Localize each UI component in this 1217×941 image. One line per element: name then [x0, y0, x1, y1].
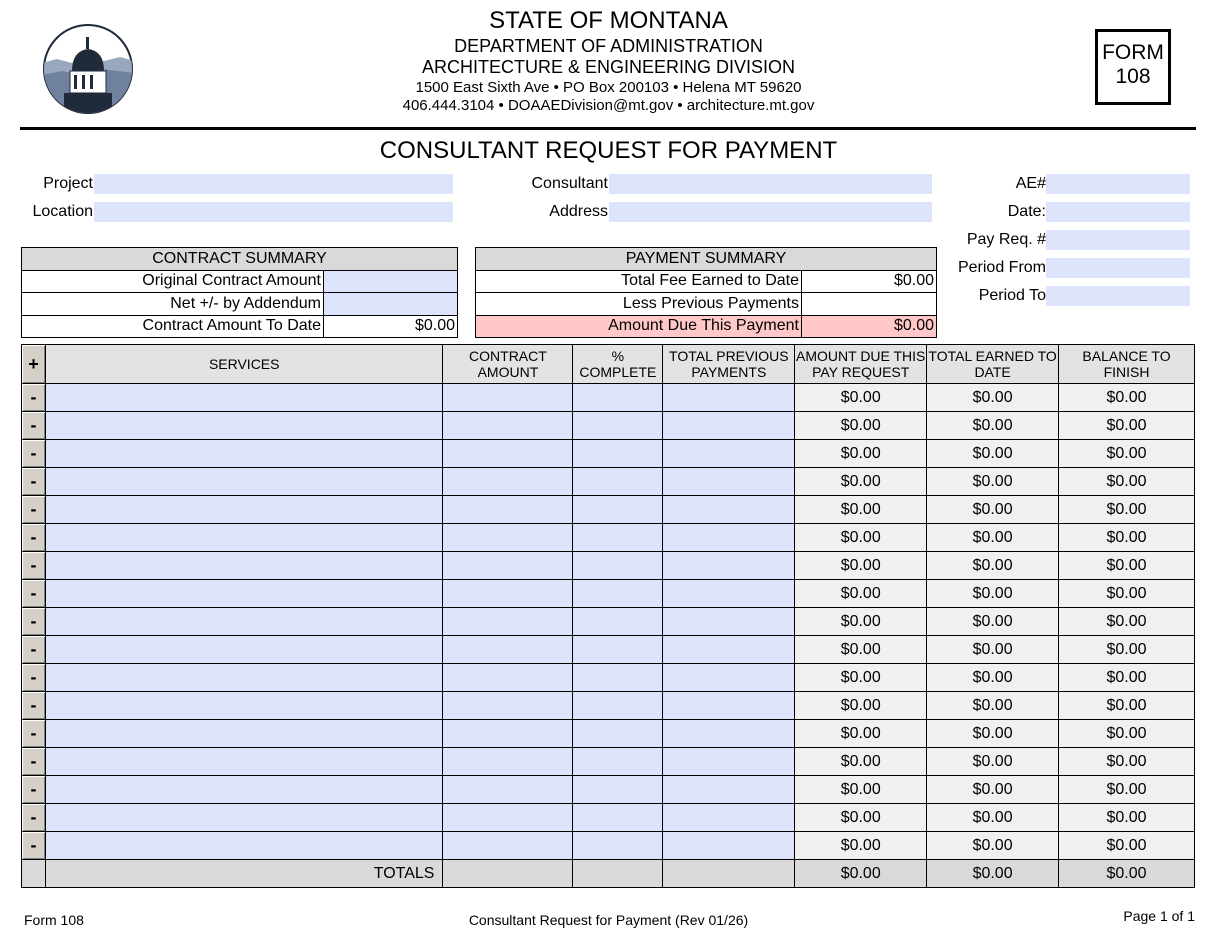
previous-payments-input[interactable]: [663, 552, 795, 580]
balance-cell: $0.00: [1059, 636, 1195, 664]
col-previous-payments: TOTAL PREVIOUS PAYMENTS: [663, 345, 795, 384]
previous-payments-input[interactable]: [663, 636, 795, 664]
contract-amount-input[interactable]: [443, 776, 573, 804]
table-row: [22, 748, 1195, 776]
period-to-input[interactable]: [1046, 286, 1190, 306]
table-row: [22, 440, 1195, 468]
amount-due-cell: $0.00: [795, 748, 927, 776]
total-earned-cell: $0.00: [927, 692, 1059, 720]
previous-payments-input[interactable]: [663, 776, 795, 804]
contract-summary-title: CONTRACT SUMMARY: [22, 248, 458, 271]
table-row: [22, 496, 1195, 524]
col-percent-complete: % COMPLETE: [573, 345, 663, 384]
consultant-input[interactable]: [609, 174, 932, 194]
percent-complete-input[interactable]: [573, 412, 663, 440]
amount-due-cell: $0.00: [795, 776, 927, 804]
amount-due-cell: $0.00: [795, 552, 927, 580]
contract-amount-input[interactable]: [443, 552, 573, 580]
amount-due-value: $0.00: [802, 315, 937, 338]
addendum-label: Net +/- by Addendum: [22, 293, 324, 316]
previous-payments-input[interactable]: [663, 692, 795, 720]
contract-amount-input[interactable]: [443, 748, 573, 776]
contract-amount-input[interactable]: [443, 804, 573, 832]
remove-row-button[interactable]: -: [22, 552, 46, 580]
amount-due-cell: $0.00: [795, 636, 927, 664]
remove-row-button[interactable]: -: [22, 692, 46, 720]
remove-row-button[interactable]: -: [22, 636, 46, 664]
table-row: [22, 804, 1195, 832]
table-row: [22, 412, 1195, 440]
balance-cell: $0.00: [1059, 496, 1195, 524]
amount-due-cell: $0.00: [795, 608, 927, 636]
amount-due-cell: $0.00: [795, 524, 927, 552]
addendum-input[interactable]: [324, 293, 458, 316]
table-row: [22, 776, 1195, 804]
balance-cell: $0.00: [1059, 776, 1195, 804]
services-input[interactable]: [45, 692, 443, 720]
contract-amount-input[interactable]: [443, 412, 573, 440]
amount-due-cell: $0.00: [795, 692, 927, 720]
balance-cell: $0.00: [1059, 412, 1195, 440]
balance-cell: $0.00: [1059, 664, 1195, 692]
total-earned-cell: $0.00: [927, 412, 1059, 440]
percent-complete-input[interactable]: [573, 720, 663, 748]
col-balance: BALANCE TO FINISH: [1059, 345, 1195, 384]
services-input[interactable]: [45, 776, 443, 804]
amount-due-cell: $0.00: [795, 664, 927, 692]
previous-payments-input[interactable]: [663, 384, 795, 412]
services-table: [21, 344, 1195, 888]
previous-payments-label: Less Previous Payments: [476, 293, 802, 316]
totals-row: [22, 860, 1195, 888]
services-input[interactable]: [45, 664, 443, 692]
amount-due-cell: $0.00: [795, 468, 927, 496]
form-number-box: [1095, 29, 1171, 105]
contract-amount-input[interactable]: [443, 832, 573, 860]
footer-form: Form 108: [24, 912, 84, 928]
totals-label: TOTALS: [45, 860, 443, 888]
previous-payments-input[interactable]: [663, 412, 795, 440]
previous-payments-input[interactable]: [663, 720, 795, 748]
services-input[interactable]: [45, 580, 443, 608]
location-input[interactable]: [94, 202, 453, 222]
remove-row-button[interactable]: -: [22, 720, 46, 748]
remove-row-button[interactable]: -: [22, 440, 46, 468]
percent-complete-input[interactable]: [573, 832, 663, 860]
period-to-label: Period To: [978, 287, 1046, 304]
percent-complete-input[interactable]: [573, 580, 663, 608]
services-input[interactable]: [45, 608, 443, 636]
remove-row-button[interactable]: -: [22, 412, 46, 440]
fee-earned-value: $0.00: [802, 270, 937, 293]
balance-cell: $0.00: [1059, 608, 1195, 636]
fee-earned-label: Total Fee Earned to Date: [476, 270, 802, 293]
previous-payments-input[interactable]: [663, 580, 795, 608]
balance-cell: $0.00: [1059, 832, 1195, 860]
previous-payments-input[interactable]: [663, 748, 795, 776]
footer-title: Consultant Request for Payment (Rev 01/26): [468, 912, 749, 928]
table-row: [22, 580, 1195, 608]
total-earned-cell: $0.00: [927, 636, 1059, 664]
balance-cell: $0.00: [1059, 692, 1195, 720]
original-amount-label: Original Contract Amount: [22, 270, 324, 293]
amount-due-cell: $0.00: [795, 580, 927, 608]
contract-amount-input[interactable]: [443, 524, 573, 552]
contract-summary: [21, 247, 458, 338]
balance-cell: $0.00: [1059, 748, 1195, 776]
percent-complete-input[interactable]: [573, 664, 663, 692]
balance-cell: $0.00: [1059, 524, 1195, 552]
total-earned-cell: $0.00: [927, 720, 1059, 748]
contract-amount-input[interactable]: [443, 580, 573, 608]
contract-amount-input[interactable]: [443, 440, 573, 468]
percent-complete-input[interactable]: [573, 440, 663, 468]
project-input[interactable]: [94, 174, 453, 194]
services-input[interactable]: [45, 468, 443, 496]
table-row: [22, 468, 1195, 496]
previous-payments-input[interactable]: [663, 524, 795, 552]
col-total-earned: TOTAL EARNED TO DATE: [927, 345, 1059, 384]
percent-complete-input[interactable]: [573, 636, 663, 664]
amount-to-date-value: $0.00: [324, 315, 458, 338]
totals-spacer: [22, 860, 46, 888]
footer-page: Page 1 of 1: [1123, 908, 1195, 924]
state-name: STATE OF MONTANA: [489, 7, 728, 34]
total-earned-cell: $0.00: [927, 524, 1059, 552]
percent-complete-input[interactable]: [573, 468, 663, 496]
table-row: [22, 608, 1195, 636]
amount-due-cell: $0.00: [795, 384, 927, 412]
contract-amount-input[interactable]: [443, 468, 573, 496]
payment-summary: [475, 247, 937, 338]
services-input[interactable]: [45, 832, 443, 860]
total-earned-cell: $0.00: [927, 552, 1059, 580]
address: 1500 East Sixth Ave • PO Box 200103 • Helena MT 59620: [415, 79, 802, 96]
date-input[interactable]: [1046, 202, 1190, 222]
balance-cell: $0.00: [1059, 384, 1195, 412]
division: ARCHITECTURE & ENGINEERING DIVISION: [421, 57, 796, 77]
amount-due-cell: $0.00: [795, 496, 927, 524]
location-label: Location: [32, 203, 93, 220]
totals-due: $0.00: [795, 860, 927, 888]
remove-row-button[interactable]: -: [22, 580, 46, 608]
total-earned-cell: $0.00: [927, 580, 1059, 608]
balance-cell: $0.00: [1059, 580, 1195, 608]
col-amount-due: AMOUNT DUE THIS PAY REQUEST: [795, 345, 927, 384]
percent-complete-input[interactable]: [573, 748, 663, 776]
consultant-label: Consultant: [531, 175, 608, 192]
percent-complete-input[interactable]: [573, 384, 663, 412]
form-label: FORM: [1102, 41, 1164, 64]
table-row: [22, 552, 1195, 580]
table-row: [22, 692, 1195, 720]
ae-input[interactable]: [1046, 174, 1190, 194]
total-earned-cell: $0.00: [927, 776, 1059, 804]
contract-amount-input[interactable]: [443, 692, 573, 720]
table-row: [22, 720, 1195, 748]
previous-payments-input[interactable]: [663, 608, 795, 636]
totals-earned: $0.00: [927, 860, 1059, 888]
original-amount-input[interactable]: [324, 270, 458, 293]
previous-payments-input[interactable]: [663, 496, 795, 524]
remove-row-button[interactable]: -: [22, 832, 46, 860]
remove-row-button[interactable]: -: [22, 804, 46, 832]
page-title: CONSULTANT REQUEST FOR PAYMENT: [379, 137, 838, 164]
percent-complete-input[interactable]: [573, 692, 663, 720]
date-label: Date:: [1007, 203, 1046, 220]
contract-amount-input[interactable]: [443, 384, 573, 412]
total-earned-cell: $0.00: [927, 384, 1059, 412]
capitol-logo: [42, 23, 134, 115]
col-services: SERVICES: [45, 345, 443, 384]
amount-to-date-label: Contract Amount To Date: [22, 315, 324, 338]
balance-cell: $0.00: [1059, 552, 1195, 580]
percent-complete-input[interactable]: [573, 496, 663, 524]
services-input[interactable]: [45, 552, 443, 580]
previous-payments-input[interactable]: [663, 804, 795, 832]
previous-payments-input[interactable]: [663, 664, 795, 692]
balance-cell: $0.00: [1059, 720, 1195, 748]
totals-previous: [663, 860, 795, 888]
remove-row-button[interactable]: -: [22, 608, 46, 636]
percent-complete-input[interactable]: [573, 552, 663, 580]
services-input[interactable]: [45, 384, 443, 412]
percent-complete-input[interactable]: [573, 776, 663, 804]
services-input[interactable]: [45, 804, 443, 832]
remove-row-button[interactable]: -: [22, 664, 46, 692]
percent-complete-input[interactable]: [573, 524, 663, 552]
totals-percent: [573, 860, 663, 888]
period-from-label: Period From: [957, 259, 1046, 276]
percent-complete-input[interactable]: [573, 804, 663, 832]
address-input[interactable]: [609, 202, 932, 222]
balance-cell: $0.00: [1059, 440, 1195, 468]
ae-label: AE#: [1015, 175, 1046, 192]
services-input[interactable]: [45, 720, 443, 748]
total-earned-cell: $0.00: [927, 804, 1059, 832]
total-earned-cell: $0.00: [927, 664, 1059, 692]
payreq-label: Pay Req. #: [966, 231, 1046, 248]
amount-due-label: Amount Due This Payment: [476, 315, 802, 338]
table-row: [22, 664, 1195, 692]
payment-summary-title: PAYMENT SUMMARY: [476, 248, 937, 271]
amount-due-cell: $0.00: [795, 804, 927, 832]
services-input[interactable]: [45, 636, 443, 664]
address-label: Address: [549, 203, 608, 220]
period-from-input[interactable]: [1046, 258, 1190, 278]
percent-complete-input[interactable]: [573, 608, 663, 636]
header-divider: [20, 127, 1196, 130]
amount-due-cell: $0.00: [795, 440, 927, 468]
remove-row-button[interactable]: -: [22, 496, 46, 524]
previous-payments-value: [802, 293, 937, 316]
form-number: 108: [1115, 65, 1151, 88]
remove-row-button[interactable]: -: [22, 468, 46, 496]
services-input[interactable]: [45, 412, 443, 440]
remove-row-button[interactable]: -: [22, 748, 46, 776]
total-earned-cell: $0.00: [927, 468, 1059, 496]
department: DEPARTMENT OF ADMINISTRATION: [454, 36, 763, 56]
payreq-input[interactable]: [1046, 230, 1190, 250]
amount-due-cell: $0.00: [795, 412, 927, 440]
totals-balance: $0.00: [1059, 860, 1195, 888]
table-row: [22, 384, 1195, 412]
col-contract-amount: CONTRACT AMOUNT: [443, 345, 573, 384]
contract-amount-input[interactable]: [443, 636, 573, 664]
services-input[interactable]: [45, 748, 443, 776]
contract-amount-input[interactable]: [443, 720, 573, 748]
project-label: Project: [43, 175, 93, 192]
remove-row-button[interactable]: -: [22, 524, 46, 552]
total-earned-cell: $0.00: [927, 748, 1059, 776]
contact: 406.444.3104 • DOAAEDivision@mt.gov • architecture.mt.gov: [402, 97, 815, 114]
totals-contract: [443, 860, 573, 888]
remove-row-button[interactable]: -: [22, 776, 46, 804]
previous-payments-input[interactable]: [663, 440, 795, 468]
total-earned-cell: $0.00: [927, 496, 1059, 524]
total-earned-cell: $0.00: [927, 440, 1059, 468]
add-row-button[interactable]: +: [22, 345, 46, 384]
table-row: [22, 636, 1195, 664]
services-input[interactable]: [45, 496, 443, 524]
contract-amount-input[interactable]: [443, 664, 573, 692]
amount-due-cell: $0.00: [795, 832, 927, 860]
previous-payments-input[interactable]: [663, 832, 795, 860]
total-earned-cell: $0.00: [927, 832, 1059, 860]
table-row: [22, 832, 1195, 860]
contract-amount-input[interactable]: [443, 608, 573, 636]
services-input[interactable]: [45, 440, 443, 468]
contract-amount-input[interactable]: [443, 496, 573, 524]
previous-payments-input[interactable]: [663, 468, 795, 496]
balance-cell: $0.00: [1059, 468, 1195, 496]
table-row: [22, 524, 1195, 552]
services-input[interactable]: [45, 524, 443, 552]
total-earned-cell: $0.00: [927, 608, 1059, 636]
balance-cell: $0.00: [1059, 804, 1195, 832]
amount-due-cell: $0.00: [795, 720, 927, 748]
remove-row-button[interactable]: -: [22, 384, 46, 412]
